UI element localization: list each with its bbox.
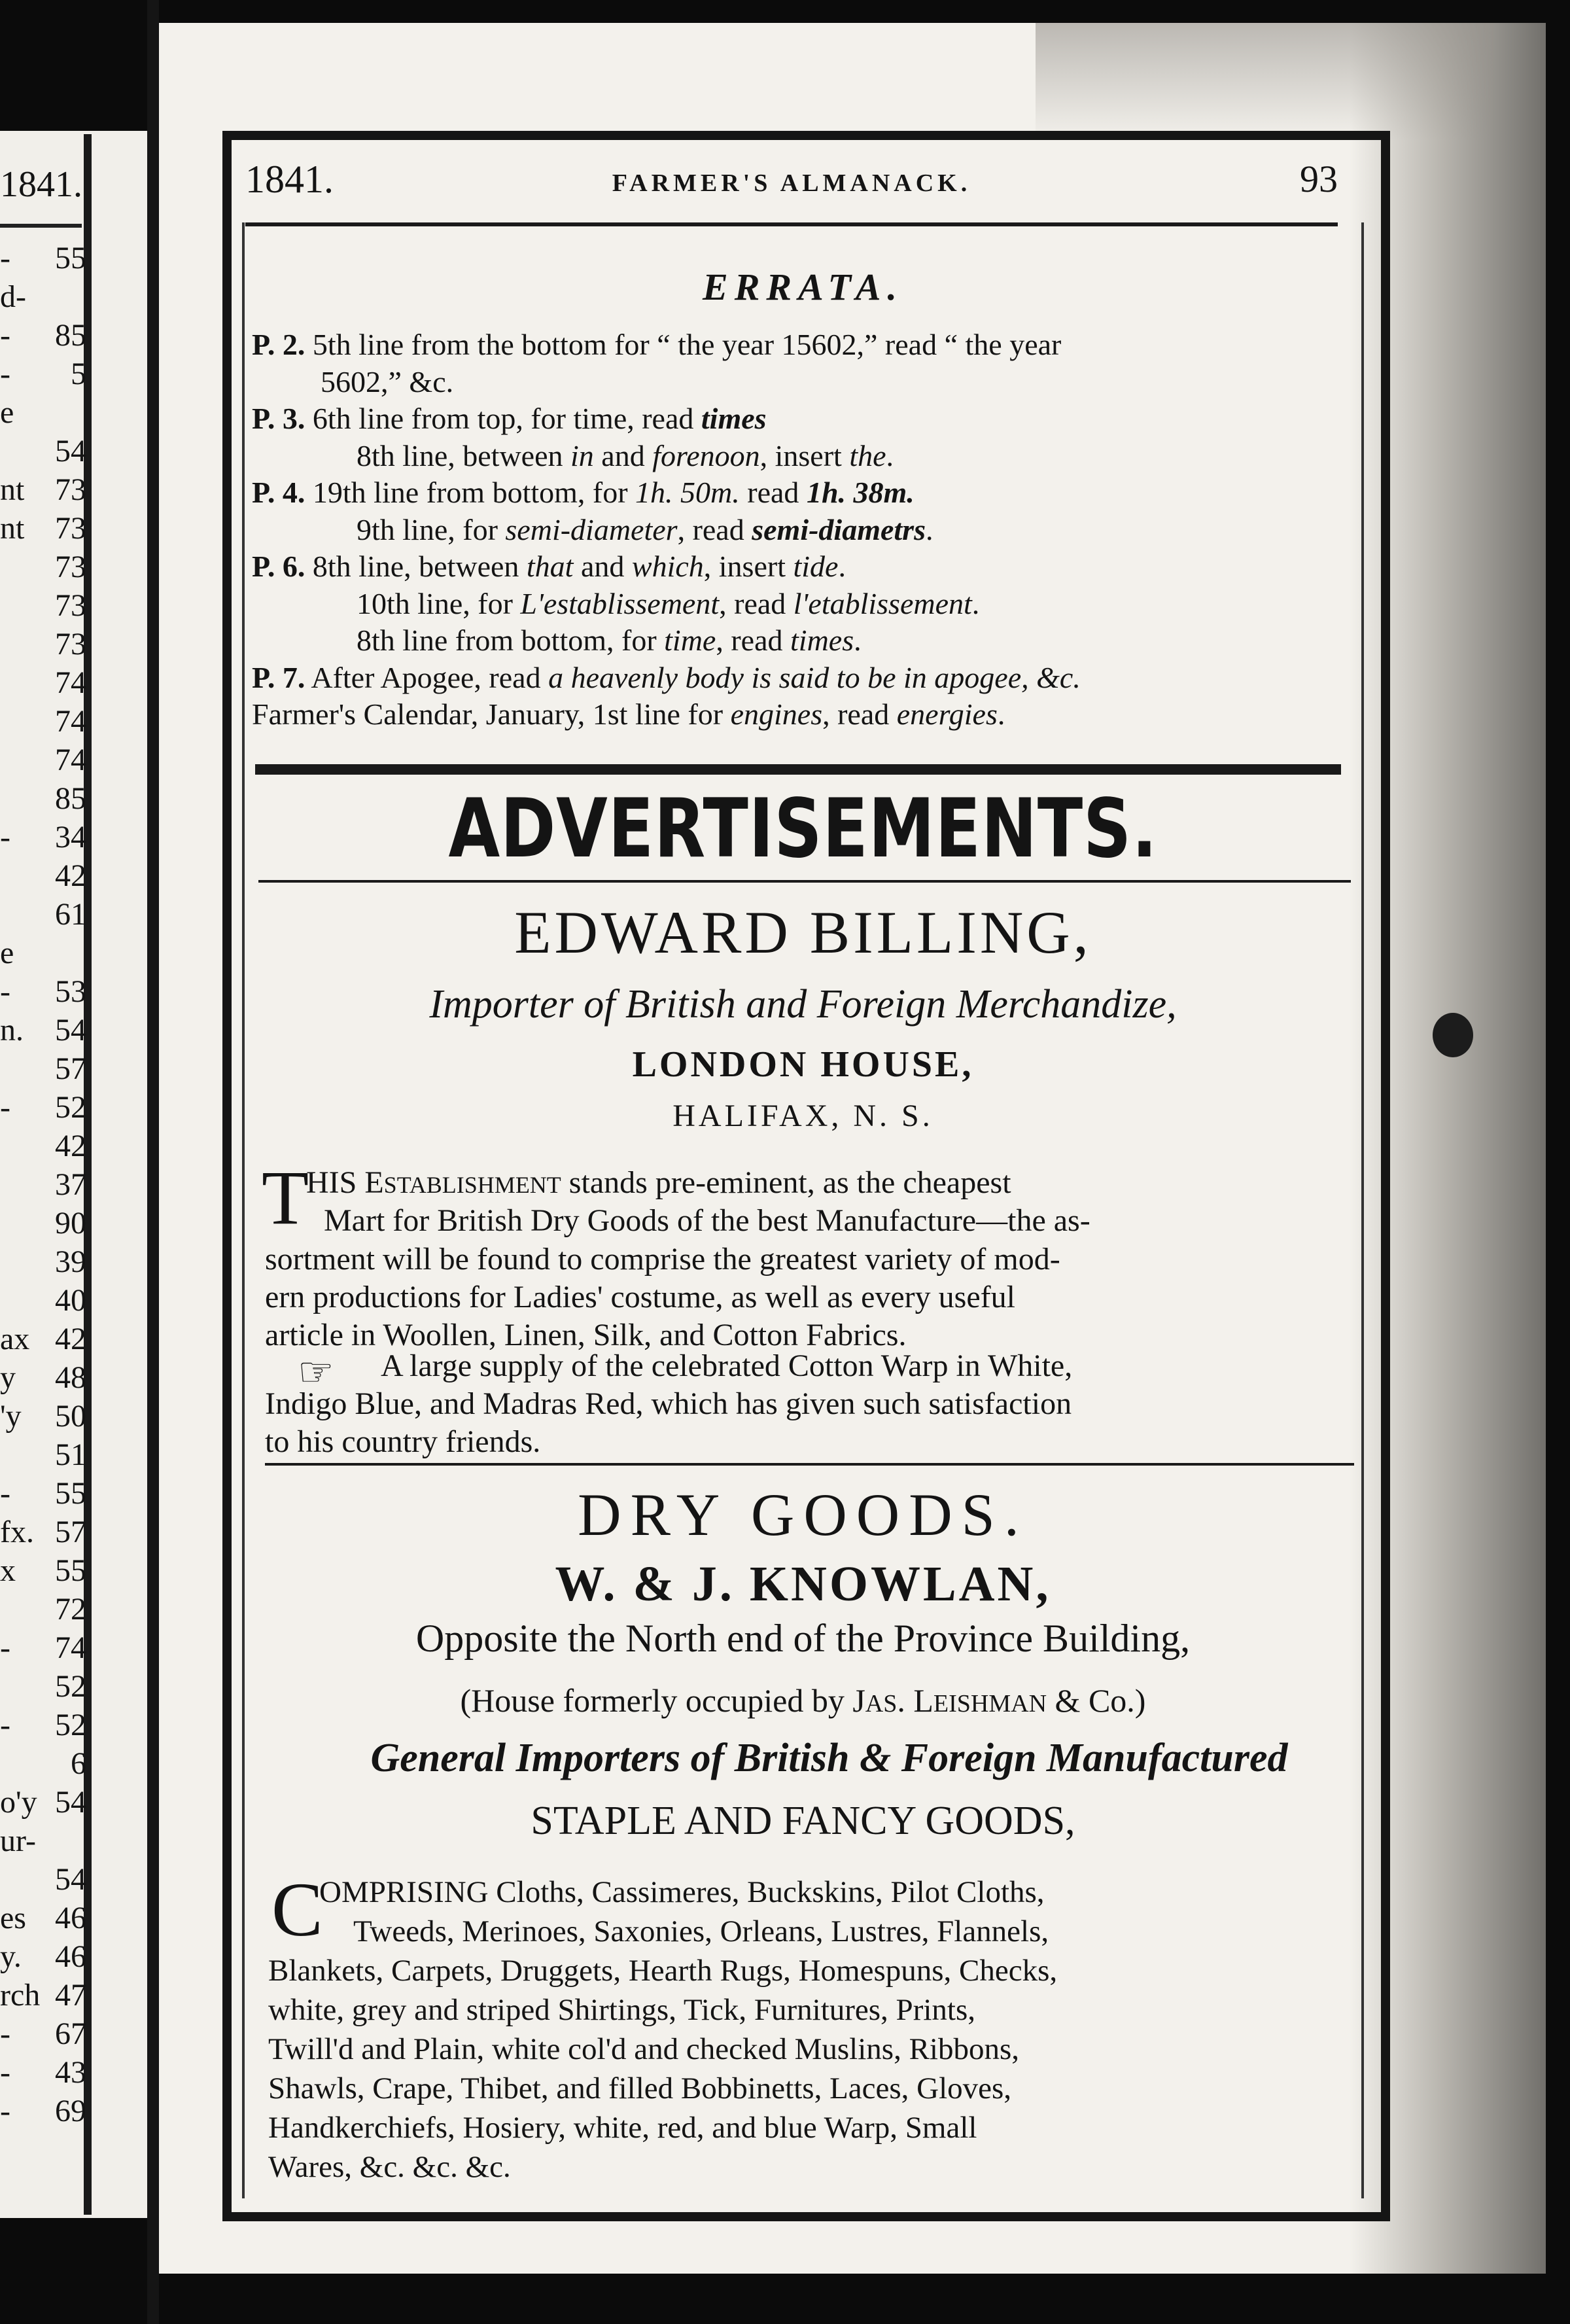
ad2-body-line: OMPRISING Cloths, Cassimeres, Buckskins, Pilot Cloths, bbox=[319, 1875, 1045, 1909]
left-line-text: nt bbox=[0, 511, 25, 546]
left-page-line bbox=[0, 316, 86, 355]
ad1-house: LONDON HOUSE, bbox=[632, 1044, 974, 1085]
left-line-text: y. bbox=[0, 1939, 22, 1974]
left-line-number: 40 bbox=[55, 1283, 86, 1318]
left-line-number: 90 bbox=[55, 1206, 86, 1241]
left-line-text: - bbox=[0, 1708, 10, 1742]
page-stain-top bbox=[1036, 23, 1493, 141]
left-line-number: 73 bbox=[55, 588, 86, 623]
left-line-text: - bbox=[0, 2016, 10, 2051]
errata-line: P. 6. 8th line, between that and which, insert tide. bbox=[252, 550, 846, 583]
left-page-line bbox=[0, 1011, 86, 1049]
left-line-number: 46 bbox=[55, 1939, 86, 1974]
left-page-lines bbox=[0, 239, 86, 2130]
ink-blot bbox=[1433, 1013, 1473, 1057]
ad1-body-line: sortment will be found to comprise the greatest variety of mod- bbox=[265, 1242, 1060, 1276]
left-page-line bbox=[0, 856, 86, 895]
ad2-dropcap: C bbox=[271, 1867, 323, 1952]
left-page-line bbox=[0, 277, 86, 316]
left-line-number: 42 bbox=[55, 858, 86, 893]
left-line-number: 53 bbox=[55, 974, 86, 1009]
left-line-number: 61 bbox=[55, 897, 86, 932]
left-line-text: - bbox=[0, 820, 10, 854]
left-line-text: rch bbox=[0, 1978, 41, 2013]
left-line-text: e bbox=[0, 936, 14, 970]
left-page-line bbox=[0, 2015, 86, 2053]
pointing-hand-icon: ☞ bbox=[298, 1350, 334, 1395]
left-line-text: - bbox=[0, 1476, 10, 1511]
left-line-number: 42 bbox=[55, 1322, 86, 1356]
left-page-line bbox=[0, 972, 86, 1011]
left-line-number: 57 bbox=[55, 1515, 86, 1549]
errata-line: P. 2. 5th line from the bottom for “ the year 15602,” read “ the year bbox=[252, 328, 1062, 361]
left-page-line bbox=[0, 818, 86, 856]
left-page-line bbox=[0, 1358, 86, 1397]
left-page-line bbox=[0, 2053, 86, 2092]
left-line-number: 37 bbox=[55, 1167, 86, 1202]
ad1-body-line: HIS ESTABLISHMENT stands pre-eminent, as the cheapest bbox=[306, 1165, 1011, 1200]
left-line-text: - bbox=[0, 318, 10, 353]
left-line-number: 73 bbox=[55, 511, 86, 546]
left-page-line bbox=[0, 1551, 86, 1590]
left-line-text: d- bbox=[0, 279, 26, 314]
left-page-line bbox=[0, 625, 86, 663]
left-page-line bbox=[0, 2092, 86, 2130]
left-page-line bbox=[0, 1976, 86, 2015]
left-line-text: es bbox=[0, 1901, 26, 1935]
left-page-line bbox=[0, 1590, 86, 1629]
ad1-body-line: article in Woollen, Linen, Silk, and Cotton Fabrics. bbox=[265, 1318, 907, 1352]
left-line-text: nt bbox=[0, 472, 25, 507]
left-page-line bbox=[0, 663, 86, 702]
ad2-body-line: Handkerchiefs, Hosiery, white, red, and blue Warp, Small bbox=[268, 2111, 977, 2145]
ad1-dropcap: T bbox=[262, 1155, 309, 1241]
left-page-line bbox=[0, 1783, 86, 1822]
left-line-number: 85 bbox=[55, 318, 86, 353]
errata-line: 10th line, for L'establissement, read l'etablissement. bbox=[357, 586, 980, 620]
left-page-line bbox=[0, 1744, 86, 1783]
left-page-line bbox=[0, 1937, 86, 1976]
page-number: 93 bbox=[1300, 158, 1338, 200]
left-line-text: - bbox=[0, 1630, 10, 1665]
left-line-number: 39 bbox=[55, 1244, 86, 1279]
left-page-line bbox=[0, 355, 86, 393]
left-line-text: x bbox=[0, 1553, 16, 1588]
left-line-number: 73 bbox=[55, 627, 86, 661]
left-page-line bbox=[0, 1320, 86, 1358]
left-line-number: 52 bbox=[55, 1090, 86, 1125]
left-line-number: 72 bbox=[55, 1592, 86, 1627]
ad1-body-line: A large supply of the celebrated Cotton Warp in White, bbox=[381, 1348, 1073, 1383]
left-line-text: ur- bbox=[0, 1823, 37, 1858]
left-page-line bbox=[0, 1049, 86, 1088]
ad2-goods: STAPLE AND FANCY GOODS, bbox=[531, 1799, 1075, 1843]
left-line-number: 54 bbox=[55, 1013, 86, 1048]
errata-line: P. 3. 6th line from top, for time, read times bbox=[252, 402, 767, 435]
left-line-text: - bbox=[0, 2094, 10, 2128]
left-page-line bbox=[0, 470, 86, 509]
left-page-line bbox=[0, 1281, 86, 1320]
left-line-text: - bbox=[0, 1090, 10, 1125]
left-page-line bbox=[0, 1435, 86, 1474]
left-line-text: y bbox=[0, 1360, 16, 1395]
left-line-number: 85 bbox=[55, 781, 86, 816]
errata-line: P. 7. After Apogee, read a heavenly body is said to be in apogee, &c. bbox=[252, 660, 1081, 694]
left-line-text: n. bbox=[0, 1013, 24, 1048]
ad2-address: Opposite the North end of the Province Building, bbox=[415, 1617, 1191, 1660]
ad2-heading: DRY GOODS. bbox=[578, 1481, 1028, 1548]
left-line-number: 54 bbox=[55, 434, 86, 468]
left-line-number: 67 bbox=[55, 2016, 86, 2051]
left-line-number: 69 bbox=[55, 2094, 86, 2128]
left-page-line bbox=[0, 1165, 86, 1204]
left-line-number: 43 bbox=[55, 2055, 86, 2090]
left-line-number: 42 bbox=[55, 1129, 86, 1163]
left-line-number: 50 bbox=[55, 1399, 86, 1434]
left-page-line bbox=[0, 586, 86, 625]
left-line-number: 46 bbox=[55, 1901, 86, 1935]
left-line-number: 6 bbox=[71, 1746, 86, 1781]
header-rule bbox=[245, 222, 1338, 226]
left-line-number: 74 bbox=[55, 665, 86, 700]
left-page-line bbox=[0, 1860, 86, 1899]
header-year: 1841. bbox=[245, 158, 334, 201]
errata-line: 9th line, for semi-diameter, read semi-diametrs. bbox=[357, 512, 933, 546]
errata-title: ERRATA. bbox=[703, 266, 903, 308]
ad2-body-line: Twill'd and Plain, white col'd and checked Muslins, Ribbons, bbox=[268, 2032, 1020, 2066]
ad2-importers: General Importers of British & Foreign Manufactured bbox=[370, 1736, 1288, 1780]
left-page-line bbox=[0, 1706, 86, 1744]
header-title: FARMER'S ALMANACK. bbox=[612, 169, 971, 197]
left-line-text: - bbox=[0, 241, 10, 275]
left-line-number: 48 bbox=[55, 1360, 86, 1395]
left-line-number: 74 bbox=[55, 704, 86, 739]
left-line-number: 51 bbox=[55, 1437, 86, 1472]
left-page-header-rule bbox=[0, 224, 82, 228]
ad1-body-line: ern productions for Ladies' costume, as well as every useful bbox=[265, 1280, 1015, 1314]
errata-line: Farmer's Calendar, January, 1st line for engines, read energies. bbox=[252, 697, 1005, 731]
left-page-header: 1841. bbox=[0, 164, 82, 205]
left-page-line bbox=[0, 1088, 86, 1127]
page-gutter bbox=[147, 0, 159, 2324]
left-page-line bbox=[0, 509, 86, 548]
left-line-number: 54 bbox=[55, 1785, 86, 1820]
ad1-body-line: to his country friends. bbox=[265, 1424, 541, 1459]
left-line-text: e bbox=[0, 395, 14, 430]
left-line-number: 55 bbox=[55, 1553, 86, 1588]
left-line-number: 55 bbox=[55, 241, 86, 275]
left-page-line bbox=[0, 1513, 86, 1551]
left-page-line bbox=[0, 432, 86, 470]
ad2-name: W. & J. KNOWLAN, bbox=[555, 1557, 1051, 1611]
left-line-text: o'y bbox=[0, 1785, 37, 1820]
errata-line: P. 4. 19th line from bottom, for 1h. 50m. read 1h. 38m. bbox=[252, 476, 915, 509]
ad1-body-line: Mart for British Dry Goods of the best Manufacture—the as- bbox=[324, 1203, 1090, 1238]
ad1-body-line: Indigo Blue, and Madras Red, which has given such satisfaction bbox=[265, 1386, 1072, 1421]
left-page-line bbox=[0, 1822, 86, 1860]
ad2-body-line: Wares, &c. &c. &c. bbox=[268, 2150, 511, 2184]
ad2-former-occupant: (House formerly occupied by JAS. LEISHMAN & Co.) bbox=[460, 1682, 1146, 1719]
left-line-number: 52 bbox=[55, 1708, 86, 1742]
left-line-text: - bbox=[0, 2055, 10, 2090]
left-page-line bbox=[0, 1474, 86, 1513]
advertisements-title: ADVERTISEMENTS. bbox=[448, 782, 1158, 876]
left-line-text: - bbox=[0, 974, 10, 1009]
left-line-number: 73 bbox=[55, 472, 86, 507]
ad1-location: HALIFAX, N. S. bbox=[672, 1099, 933, 1133]
left-line-number: 47 bbox=[55, 1978, 86, 2013]
ad-divider bbox=[265, 1463, 1354, 1466]
advertisements-rule bbox=[258, 880, 1351, 883]
ad1-name: EDWARD BILLING, bbox=[514, 899, 1092, 966]
left-line-number: 74 bbox=[55, 1630, 86, 1665]
left-page-line bbox=[0, 1127, 86, 1165]
left-line-number: 5 bbox=[71, 357, 86, 391]
left-page-line bbox=[0, 741, 86, 779]
running-header bbox=[245, 157, 1338, 209]
left-page-line bbox=[0, 702, 86, 741]
left-page-line bbox=[0, 1629, 86, 1667]
errata-line: 8th line from bottom, for time, read times. bbox=[357, 624, 862, 657]
left-line-number: 55 bbox=[55, 1476, 86, 1511]
left-page-line bbox=[0, 393, 86, 432]
left-line-text: - bbox=[0, 357, 10, 391]
left-page-line bbox=[0, 1667, 86, 1706]
left-line-number: 54 bbox=[55, 1862, 86, 1897]
left-page-line bbox=[0, 1397, 86, 1435]
left-page-line bbox=[0, 1899, 86, 1937]
left-page-line bbox=[0, 779, 86, 818]
left-page-line bbox=[0, 934, 86, 972]
ad1-subtitle: Importer of British and Foreign Merchandize, bbox=[429, 982, 1177, 1027]
left-page-line bbox=[0, 1242, 86, 1281]
left-page-line bbox=[0, 895, 86, 934]
left-line-text: fx. bbox=[0, 1515, 34, 1549]
left-page-line bbox=[0, 1204, 86, 1242]
left-line-text: ax bbox=[0, 1322, 30, 1356]
left-line-number: 57 bbox=[55, 1051, 86, 1086]
errata-line: 5602,” &c. bbox=[321, 364, 454, 398]
errata-line: 8th line, between in and forenoon, insert the. bbox=[357, 438, 894, 472]
errata-divider bbox=[255, 764, 1341, 775]
ad2-body-line: white, grey and striped Shirtings, Tick, Furnitures, Prints, bbox=[268, 1993, 975, 2027]
left-page-line bbox=[0, 239, 86, 277]
left-line-number: 34 bbox=[55, 820, 86, 854]
left-line-number: 52 bbox=[55, 1669, 86, 1704]
ad2-body-line: Blankets, Carpets, Druggets, Hearth Rugs, Homespuns, Checks, bbox=[268, 1954, 1058, 1988]
left-line-number: 73 bbox=[55, 550, 86, 584]
ad2-body-line: Shawls, Crape, Thibet, and filled Bobbinetts, Laces, Gloves, bbox=[268, 2071, 1012, 2105]
left-line-number: 74 bbox=[55, 743, 86, 777]
left-page-line bbox=[0, 548, 86, 586]
ad2-body-line: Tweeds, Merinoes, Saxonies, Orleans, Lustres, Flannels, bbox=[353, 1914, 1049, 1948]
left-line-text: 'y bbox=[0, 1399, 22, 1434]
